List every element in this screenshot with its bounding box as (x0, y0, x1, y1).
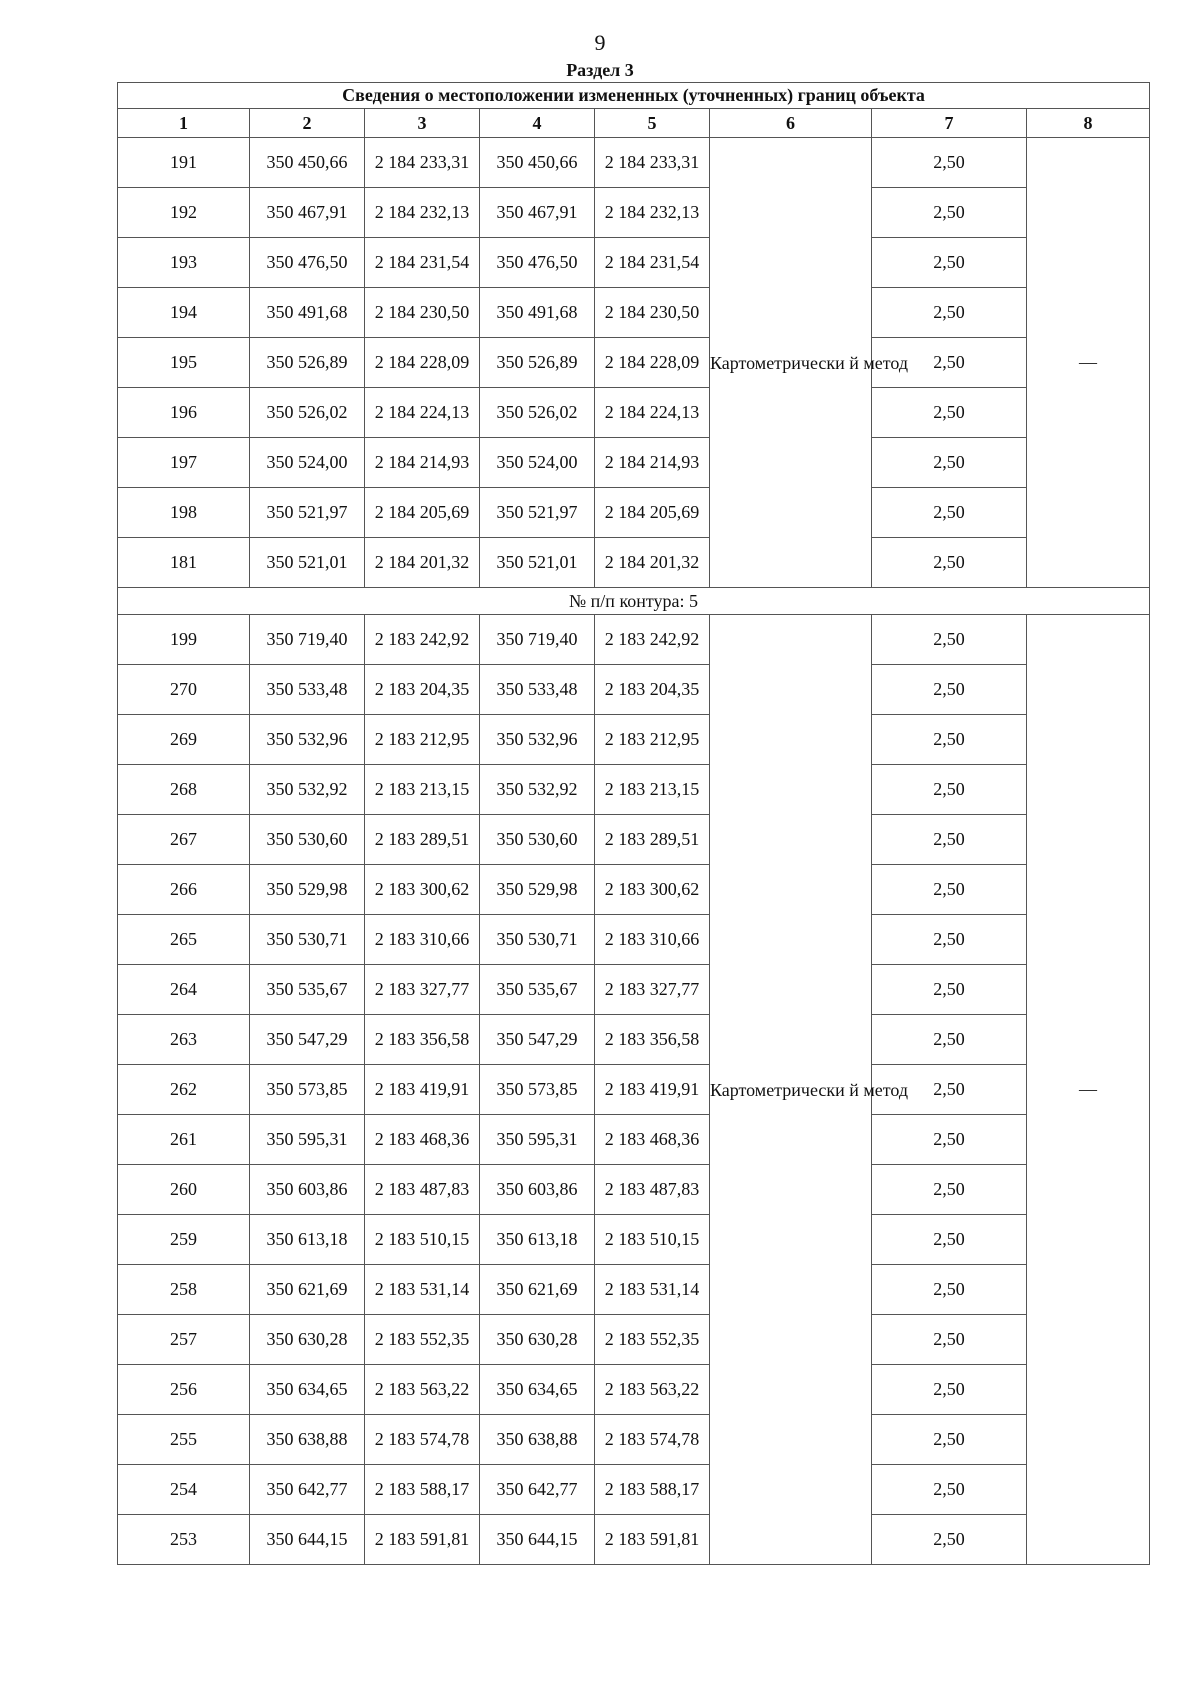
table-row (118, 1415, 1150, 1465)
x-existing-cell: 350 621,69 (250, 1265, 365, 1315)
accuracy-cell: 2,50 (872, 1265, 1027, 1315)
table-row (118, 288, 1150, 338)
y-existing-cell: 2 183 419,91 (365, 1065, 480, 1115)
x-new-cell: 350 533,48 (480, 665, 595, 715)
y-new-cell: 2 183 289,51 (595, 815, 710, 865)
x-existing-cell: 350 533,48 (250, 665, 365, 715)
x-new-cell: 350 530,71 (480, 915, 595, 965)
y-existing-cell: 2 183 574,78 (365, 1415, 480, 1465)
table-row (118, 1065, 1150, 1115)
x-new-cell: 350 535,67 (480, 965, 595, 1015)
y-new-cell: 2 183 487,83 (595, 1165, 710, 1215)
x-new-cell: 350 526,89 (480, 338, 595, 388)
x-existing-cell: 350 529,98 (250, 865, 365, 915)
column-header-5: 5 (595, 109, 710, 138)
x-existing-cell: 350 613,18 (250, 1215, 365, 1265)
x-existing-cell: 350 532,96 (250, 715, 365, 765)
point-number-cell: 267 (118, 815, 250, 865)
y-new-cell: 2 184 205,69 (595, 488, 710, 538)
point-number-cell: 195 (118, 338, 250, 388)
x-new-cell: 350 524,00 (480, 438, 595, 488)
accuracy-cell: 2,50 (872, 238, 1027, 288)
x-new-cell: 350 573,85 (480, 1065, 595, 1115)
method-cell: Картометрически й метод (710, 138, 872, 588)
boundary-table (117, 82, 1150, 1565)
accuracy-cell: 2,50 (872, 1065, 1027, 1115)
x-existing-cell: 350 630,28 (250, 1315, 365, 1365)
accuracy-cell: 2,50 (872, 288, 1027, 338)
point-number-cell: 255 (118, 1415, 250, 1465)
point-number-cell: 259 (118, 1215, 250, 1265)
y-existing-cell: 2 184 230,50 (365, 288, 480, 338)
y-new-cell: 2 183 356,58 (595, 1015, 710, 1065)
y-existing-cell: 2 183 310,66 (365, 915, 480, 965)
x-existing-cell: 350 526,02 (250, 388, 365, 438)
y-new-cell: 2 183 213,15 (595, 765, 710, 815)
contour-label: № п/п контура: 5 (118, 588, 1150, 615)
point-number-cell: 270 (118, 665, 250, 715)
y-existing-cell: 2 184 224,13 (365, 388, 480, 438)
accuracy-cell: 2,50 (872, 338, 1027, 388)
x-existing-cell: 350 450,66 (250, 138, 365, 188)
table-row (118, 1115, 1150, 1165)
y-existing-cell: 2 183 588,17 (365, 1465, 480, 1515)
point-number-cell: 264 (118, 965, 250, 1015)
x-existing-cell: 350 547,29 (250, 1015, 365, 1065)
method-cell: Картометрически й метод (710, 615, 872, 1565)
y-existing-cell: 2 183 552,35 (365, 1315, 480, 1365)
x-existing-cell: 350 532,92 (250, 765, 365, 815)
y-existing-cell: 2 183 591,81 (365, 1515, 480, 1565)
y-new-cell: 2 183 300,62 (595, 865, 710, 915)
table-row (118, 1265, 1150, 1315)
accuracy-cell: 2,50 (872, 915, 1027, 965)
accuracy-cell: 2,50 (872, 965, 1027, 1015)
point-number-cell: 257 (118, 1315, 250, 1365)
y-new-cell: 2 184 230,50 (595, 288, 710, 338)
y-new-cell: 2 183 591,81 (595, 1515, 710, 1565)
table-row (118, 1315, 1150, 1365)
y-existing-cell: 2 183 327,77 (365, 965, 480, 1015)
x-existing-cell: 350 642,77 (250, 1465, 365, 1515)
point-number-cell: 262 (118, 1065, 250, 1115)
x-existing-cell: 350 719,40 (250, 615, 365, 665)
x-existing-cell: 350 526,89 (250, 338, 365, 388)
point-number-cell: 253 (118, 1515, 250, 1565)
point-number-cell: 193 (118, 238, 250, 288)
point-number-cell: 194 (118, 288, 250, 338)
x-new-cell: 350 521,97 (480, 488, 595, 538)
x-existing-cell: 350 491,68 (250, 288, 365, 338)
point-number-cell: 191 (118, 138, 250, 188)
x-new-cell: 350 521,01 (480, 538, 595, 588)
y-new-cell: 2 183 563,22 (595, 1365, 710, 1415)
table-row (118, 338, 1150, 388)
y-new-cell: 2 183 531,14 (595, 1265, 710, 1315)
x-existing-cell: 350 521,01 (250, 538, 365, 588)
table-row (118, 815, 1150, 865)
point-number-cell: 265 (118, 915, 250, 965)
point-number-cell: 254 (118, 1465, 250, 1515)
x-new-cell: 350 603,86 (480, 1165, 595, 1215)
y-existing-cell: 2 183 510,15 (365, 1215, 480, 1265)
table-row (118, 1165, 1150, 1215)
y-new-cell: 2 184 201,32 (595, 538, 710, 588)
accuracy-cell: 2,50 (872, 388, 1027, 438)
accuracy-cell: 2,50 (872, 1465, 1027, 1515)
column-header-7: 7 (872, 109, 1027, 138)
table-row (118, 488, 1150, 538)
column-header-6: 6 (710, 109, 872, 138)
x-new-cell: 350 530,60 (480, 815, 595, 865)
accuracy-cell: 2,50 (872, 1015, 1027, 1065)
table-row (118, 1215, 1150, 1265)
point-number-cell: 268 (118, 765, 250, 815)
x-new-cell: 350 526,02 (480, 388, 595, 438)
table-row (118, 1515, 1150, 1565)
y-new-cell: 2 184 232,13 (595, 188, 710, 238)
y-existing-cell: 2 184 233,31 (365, 138, 480, 188)
column-header-1: 1 (118, 109, 250, 138)
point-number-cell: 261 (118, 1115, 250, 1165)
y-existing-cell: 2 183 563,22 (365, 1365, 480, 1415)
x-new-cell: 350 634,65 (480, 1365, 595, 1415)
column-header-2: 2 (250, 109, 365, 138)
x-new-cell: 350 450,66 (480, 138, 595, 188)
x-new-cell: 350 613,18 (480, 1215, 595, 1265)
table-row (118, 665, 1150, 715)
note-cell: — (1027, 615, 1150, 1565)
y-existing-cell: 2 184 205,69 (365, 488, 480, 538)
table-row (118, 188, 1150, 238)
accuracy-cell: 2,50 (872, 488, 1027, 538)
y-existing-cell: 2 184 228,09 (365, 338, 480, 388)
table-row (118, 538, 1150, 588)
y-new-cell: 2 183 327,77 (595, 965, 710, 1015)
x-new-cell: 350 467,91 (480, 188, 595, 238)
table-row (118, 965, 1150, 1015)
column-header-4: 4 (480, 109, 595, 138)
x-existing-cell: 350 634,65 (250, 1365, 365, 1415)
y-existing-cell: 2 183 487,83 (365, 1165, 480, 1215)
accuracy-cell: 2,50 (872, 665, 1027, 715)
point-number-cell: 196 (118, 388, 250, 438)
table-row (118, 1465, 1150, 1515)
point-number-cell: 266 (118, 865, 250, 915)
accuracy-cell: 2,50 (872, 715, 1027, 765)
column-header-3: 3 (365, 109, 480, 138)
accuracy-cell: 2,50 (872, 538, 1027, 588)
accuracy-cell: 2,50 (872, 1415, 1027, 1465)
accuracy-cell: 2,50 (872, 765, 1027, 815)
table-caption: Сведения о местоположении измененных (уточненных) границ объекта (118, 83, 1150, 109)
table-row (118, 1015, 1150, 1065)
x-existing-cell: 350 521,97 (250, 488, 365, 538)
table-row (118, 865, 1150, 915)
x-new-cell: 350 491,68 (480, 288, 595, 338)
y-new-cell: 2 183 552,35 (595, 1315, 710, 1365)
page-number: 9 (594, 30, 606, 55)
point-number-cell: 269 (118, 715, 250, 765)
point-number-cell: 260 (118, 1165, 250, 1215)
y-existing-cell: 2 184 231,54 (365, 238, 480, 288)
point-number-cell: 258 (118, 1265, 250, 1315)
x-new-cell: 350 630,28 (480, 1315, 595, 1365)
x-new-cell: 350 644,15 (480, 1515, 595, 1565)
note-cell: — (1027, 138, 1150, 588)
section-title: Раздел 3 (566, 60, 634, 80)
x-existing-cell: 350 595,31 (250, 1115, 365, 1165)
x-new-cell: 350 532,92 (480, 765, 595, 815)
y-new-cell: 2 184 228,09 (595, 338, 710, 388)
x-new-cell: 350 476,50 (480, 238, 595, 288)
x-existing-cell: 350 530,60 (250, 815, 365, 865)
y-existing-cell: 2 183 468,36 (365, 1115, 480, 1165)
point-number-cell: 256 (118, 1365, 250, 1415)
y-existing-cell: 2 184 214,93 (365, 438, 480, 488)
x-new-cell: 350 638,88 (480, 1415, 595, 1465)
y-existing-cell: 2 183 531,14 (365, 1265, 480, 1315)
x-existing-cell: 350 603,86 (250, 1165, 365, 1215)
table-row (118, 138, 1150, 188)
table-row (118, 915, 1150, 965)
contour-label-row (118, 588, 1150, 615)
accuracy-cell: 2,50 (872, 1165, 1027, 1215)
y-new-cell: 2 183 419,91 (595, 1065, 710, 1115)
table-row (118, 438, 1150, 488)
x-new-cell: 350 642,77 (480, 1465, 595, 1515)
x-existing-cell: 350 530,71 (250, 915, 365, 965)
x-existing-cell: 350 524,00 (250, 438, 365, 488)
accuracy-cell: 2,50 (872, 1315, 1027, 1365)
table-row (118, 715, 1150, 765)
table-row (118, 238, 1150, 288)
point-number-cell: 263 (118, 1015, 250, 1065)
x-existing-cell: 350 573,85 (250, 1065, 365, 1115)
y-new-cell: 2 183 310,66 (595, 915, 710, 965)
point-number-cell: 192 (118, 188, 250, 238)
point-number-cell: 199 (118, 615, 250, 665)
accuracy-cell: 2,50 (872, 615, 1027, 665)
y-existing-cell: 2 183 204,35 (365, 665, 480, 715)
y-new-cell: 2 184 231,54 (595, 238, 710, 288)
x-existing-cell: 350 644,15 (250, 1515, 365, 1565)
x-new-cell: 350 547,29 (480, 1015, 595, 1065)
x-existing-cell: 350 638,88 (250, 1415, 365, 1465)
accuracy-cell: 2,50 (872, 1515, 1027, 1565)
y-existing-cell: 2 183 300,62 (365, 865, 480, 915)
table-row (118, 388, 1150, 438)
y-existing-cell: 2 184 201,32 (365, 538, 480, 588)
y-new-cell: 2 183 204,35 (595, 665, 710, 715)
y-new-cell: 2 183 242,92 (595, 615, 710, 665)
column-header-8: 8 (1027, 109, 1150, 138)
y-existing-cell: 2 183 213,15 (365, 765, 480, 815)
y-new-cell: 2 184 233,31 (595, 138, 710, 188)
point-number-cell: 198 (118, 488, 250, 538)
x-new-cell: 350 529,98 (480, 865, 595, 915)
x-new-cell: 350 595,31 (480, 1115, 595, 1165)
x-new-cell: 350 621,69 (480, 1265, 595, 1315)
accuracy-cell: 2,50 (872, 815, 1027, 865)
x-existing-cell: 350 467,91 (250, 188, 365, 238)
y-new-cell: 2 184 224,13 (595, 388, 710, 438)
x-existing-cell: 350 476,50 (250, 238, 365, 288)
y-new-cell: 2 183 468,36 (595, 1115, 710, 1165)
y-new-cell: 2 184 214,93 (595, 438, 710, 488)
accuracy-cell: 2,50 (872, 865, 1027, 915)
table-row (118, 1365, 1150, 1415)
accuracy-cell: 2,50 (872, 1115, 1027, 1165)
table-row (118, 615, 1150, 665)
accuracy-cell: 2,50 (872, 438, 1027, 488)
x-existing-cell: 350 535,67 (250, 965, 365, 1015)
point-number-cell: 181 (118, 538, 250, 588)
x-new-cell: 350 719,40 (480, 615, 595, 665)
y-existing-cell: 2 184 232,13 (365, 188, 480, 238)
accuracy-cell: 2,50 (872, 138, 1027, 188)
y-existing-cell: 2 183 212,95 (365, 715, 480, 765)
accuracy-cell: 2,50 (872, 1365, 1027, 1415)
y-existing-cell: 2 183 356,58 (365, 1015, 480, 1065)
table-row (118, 765, 1150, 815)
y-new-cell: 2 183 574,78 (595, 1415, 710, 1465)
accuracy-cell: 2,50 (872, 188, 1027, 238)
x-new-cell: 350 532,96 (480, 715, 595, 765)
y-new-cell: 2 183 588,17 (595, 1465, 710, 1515)
accuracy-cell: 2,50 (872, 1215, 1027, 1265)
y-new-cell: 2 183 212,95 (595, 715, 710, 765)
y-new-cell: 2 183 510,15 (595, 1215, 710, 1265)
y-existing-cell: 2 183 289,51 (365, 815, 480, 865)
point-number-cell: 197 (118, 438, 250, 488)
y-existing-cell: 2 183 242,92 (365, 615, 480, 665)
